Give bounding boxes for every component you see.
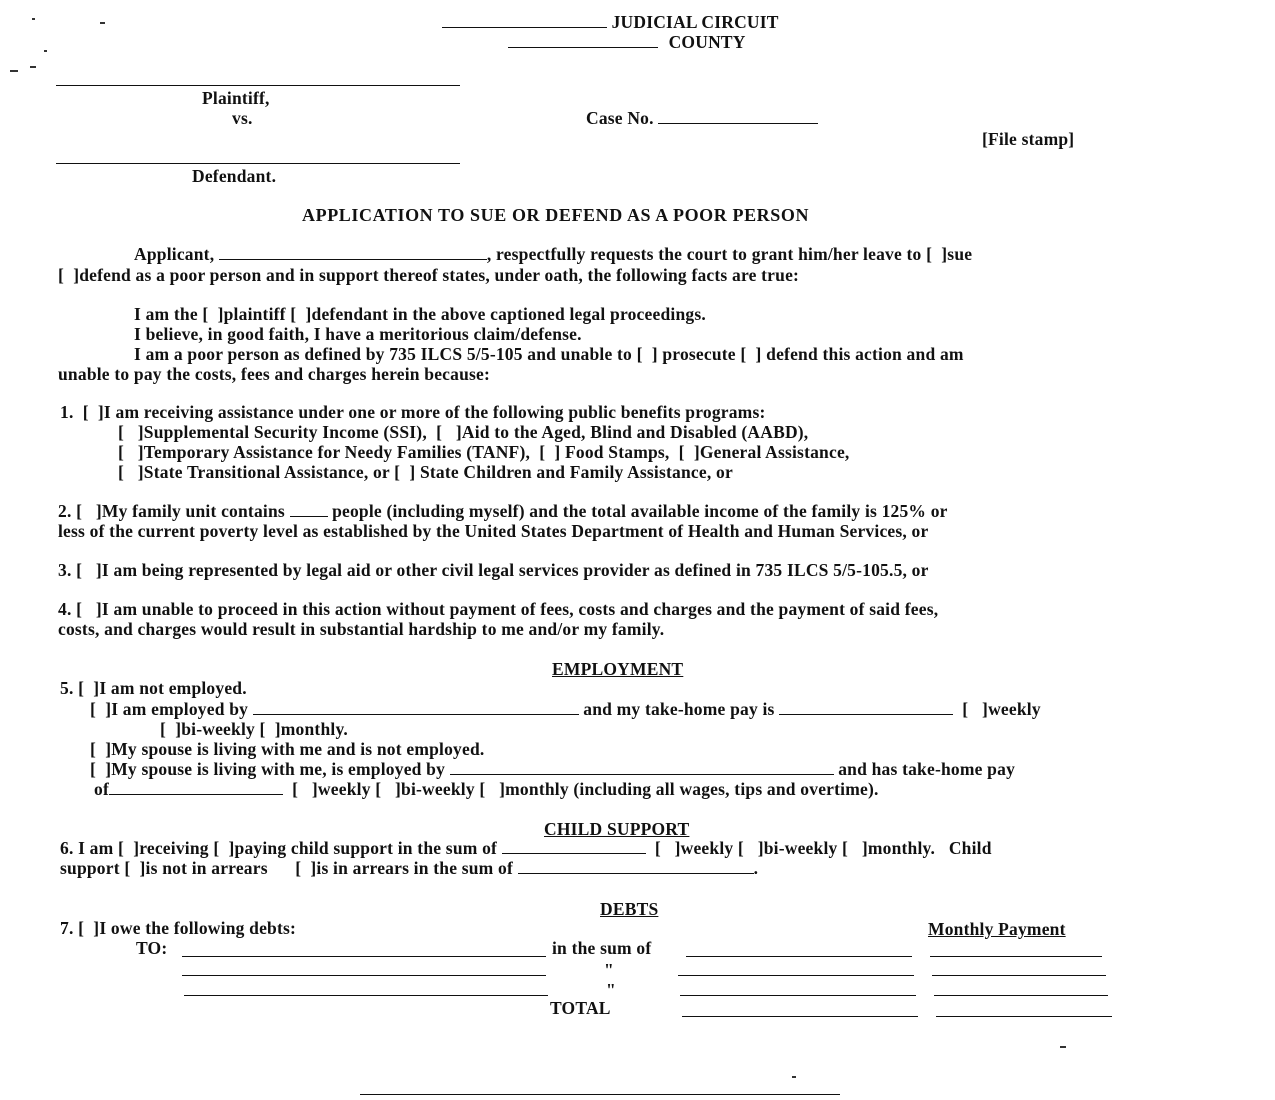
employer-blank[interactable]: [253, 700, 579, 715]
statement-party: I am the [ ]plaintiff [ ]defendant in the above captioned legal proceedings.: [134, 304, 706, 324]
circuit-label: JUDICIAL CIRCUIT: [611, 12, 779, 32]
paying-checkbox[interactable]: [: [213, 838, 220, 858]
defendant-blank[interactable]: [56, 163, 460, 164]
scan-speck: [10, 70, 18, 72]
file-stamp: [File stamp]: [982, 129, 1075, 149]
employed-checkbox[interactable]: [: [90, 699, 97, 719]
total-label: TOTAL: [550, 998, 611, 1018]
item-2-line-2: less of the current poverty level as established by the United States Department of Health and Human Services, or: [58, 521, 929, 541]
intro-request-text: , respectfully requests the court to grant him/her leave to: [486, 244, 922, 264]
tanf-checkbox[interactable]: [: [118, 442, 125, 462]
judicial-circuit-line: [442, 12, 779, 33]
defend-action-checkbox[interactable]: [: [740, 344, 747, 364]
total-monthly-blank[interactable]: [936, 1016, 1112, 1017]
statement-unable-to-pay: unable to pay the costs, fees and charges herein because:: [58, 364, 491, 384]
weekly-checkbox[interactable]: [: [962, 699, 969, 719]
employment-heading: EMPLOYMENT: [552, 659, 684, 679]
monthly-checkbox[interactable]: [: [259, 719, 266, 739]
sue-checkbox[interactable]: [: [926, 244, 933, 264]
item-1-line-3: [ ]Temporary Assistance for Needy Families (TANF), [ ] Food Stamps, [ ]General Assistance,: [118, 442, 850, 462]
scfa-checkbox[interactable]: [: [394, 462, 401, 482]
sta-checkbox[interactable]: [: [118, 462, 125, 482]
public-benefits-checkbox[interactable]: [: [82, 402, 89, 422]
debts-to-label: TO:: [136, 938, 168, 958]
case-no-label: Case No.: [586, 108, 654, 128]
item-6: 6. I am [ ]receiving [ ]paying child support in the sum of [ ]weekly [ ]bi-weekly [ ]monthly. Child: [60, 838, 992, 858]
food-stamps-checkbox[interactable]: [: [539, 442, 546, 462]
debts-heading: DEBTS: [600, 899, 659, 919]
applicant-name-blank[interactable]: [219, 245, 487, 260]
defendant-label: Defendant.: [192, 166, 277, 186]
scan-speck: [30, 66, 36, 68]
not-in-arrears-checkbox[interactable]: [: [124, 858, 131, 878]
sue-label: ]sue: [941, 244, 973, 264]
item-1-line-4: [ ]State Transitional Assistance, or [ ] State Children and Family Assistance, or: [118, 462, 733, 482]
item-6-line-2: support [ ]is not in arrears [ ]is in arrears in the sum of .: [60, 858, 759, 878]
cs-monthly-checkbox[interactable]: [: [842, 838, 849, 858]
child-support-amount-blank[interactable]: [502, 839, 646, 854]
county-label: COUNTY: [668, 32, 746, 52]
cs-biweekly-checkbox[interactable]: [: [737, 838, 744, 858]
creditor-blank-3[interactable]: [184, 995, 548, 996]
general-assistance-checkbox[interactable]: [: [678, 442, 685, 462]
vs-label: vs.: [232, 108, 253, 128]
defend-checkbox[interactable]: [: [58, 265, 65, 285]
arrears-amount-blank[interactable]: [518, 859, 754, 874]
monthly-payment-blank-1[interactable]: [930, 956, 1102, 957]
case-no-blank[interactable]: [658, 109, 818, 124]
statement-good-faith: I believe, in good faith, I have a meritorious claim/defense.: [134, 324, 582, 344]
spouse-weekly-checkbox[interactable]: [: [292, 779, 299, 799]
creditor-blank-2[interactable]: [182, 975, 546, 976]
in-sum-label: in the sum of: [552, 938, 652, 958]
family-size-blank[interactable]: [290, 502, 328, 517]
statement-poor-person: I am a poor person as defined by 735 ILCS 5/5-105 and unable to [ ] prosecute [ ] defend this action and am: [134, 344, 964, 364]
in-arrears-checkbox[interactable]: [: [295, 858, 302, 878]
spouse-monthly-checkbox[interactable]: [: [479, 779, 486, 799]
ditto-mark-1: ": [604, 960, 614, 980]
monthly-payment-blank-3[interactable]: [934, 995, 1108, 996]
scan-speck: [1060, 1046, 1066, 1048]
ditto-mark-2: ": [606, 980, 616, 1000]
take-home-pay-blank[interactable]: [779, 700, 953, 715]
scan-speck: [44, 50, 47, 52]
spouse-biweekly-checkbox[interactable]: [: [375, 779, 382, 799]
not-employed-checkbox[interactable]: [: [78, 678, 85, 698]
legal-aid-checkbox[interactable]: [: [76, 560, 83, 580]
case-no-line: [586, 108, 818, 129]
plaintiff-checkbox[interactable]: [: [202, 304, 209, 324]
pay-period-line: [ ]bi-weekly [ ]monthly.: [160, 719, 349, 739]
debt-sum-blank-3[interactable]: [680, 995, 916, 996]
spouse-employed-checkbox[interactable]: [: [90, 759, 97, 779]
family-income-checkbox[interactable]: [: [76, 501, 83, 521]
ssi-checkbox[interactable]: [: [118, 422, 125, 442]
hardship-checkbox[interactable]: [: [76, 599, 83, 619]
page-bottom-rule: [360, 1094, 840, 1095]
debt-sum-blank-2[interactable]: [678, 975, 914, 976]
debt-sum-blank-1[interactable]: [686, 956, 912, 957]
scan-speck: [32, 18, 35, 20]
spouse-not-employed-checkbox[interactable]: [: [90, 739, 97, 759]
plaintiff-label: Plaintiff,: [202, 88, 270, 108]
child-support-heading: CHILD SUPPORT: [544, 819, 690, 839]
item-7: 7. [ ]I owe the following debts:: [60, 918, 297, 938]
defendant-checkbox[interactable]: [: [290, 304, 297, 324]
item-2: 2. [ ]My family unit contains people (including myself) and the total available income of the family is 125% or: [58, 501, 948, 521]
item-5: 5. [ ]I am not employed.: [60, 678, 247, 698]
intro-line-2: [58, 265, 799, 286]
item-3: 3. [ ]I am being represented by legal aid or other civil legal services provider as defined in 735 ILCS 5/5-105.5, or: [58, 560, 929, 580]
prosecute-checkbox[interactable]: [: [636, 344, 643, 364]
applicant-label: Applicant,: [134, 244, 215, 264]
item-1-line-2: [ ]Supplemental Security Income (SSI), [ ]Aid to the Aged, Blind and Disabled (AABD),: [118, 422, 809, 442]
scan-speck: [100, 22, 105, 24]
county-line: [508, 32, 746, 53]
spouse-not-employed-line: [ ]My spouse is living with me and is not employed.: [90, 739, 485, 759]
page-title: APPLICATION TO SUE OR DEFEND AS A POOR PERSON: [302, 205, 810, 225]
cs-weekly-checkbox[interactable]: [: [654, 838, 661, 858]
circuit-blank[interactable]: [442, 13, 607, 28]
employed-by-line: [ ]I am employed by and my take-home pay is [ ]weekly: [90, 699, 1041, 719]
receiving-checkbox[interactable]: [: [118, 838, 125, 858]
defend-label: ]defend as a poor person and in support thereof states, under oath, the following facts are true:: [73, 265, 800, 285]
total-sum-blank[interactable]: [682, 1016, 918, 1017]
scan-speck: [792, 1076, 796, 1078]
creditor-blank-1[interactable]: [182, 956, 546, 957]
owe-debts-checkbox[interactable]: [: [78, 918, 85, 938]
spouse-pay-blank[interactable]: [109, 780, 283, 795]
aabd-checkbox[interactable]: [: [436, 422, 443, 442]
item-4: 4. [ ]I am unable to proceed in this action without payment of fees, costs and charges and the payment of said fees,: [58, 599, 939, 619]
plaintiff-blank[interactable]: [56, 85, 460, 86]
item-4-line-2: costs, and charges would result in substantial hardship to me and/or my family.: [58, 619, 665, 639]
item-1: 1. [ ]I am receiving assistance under one or more of the following public benefits programs:: [60, 402, 766, 422]
monthly-payment-blank-2[interactable]: [932, 975, 1106, 976]
spouse-employer-blank[interactable]: [450, 760, 834, 775]
spouse-employed-line: [ ]My spouse is living with me, is employed by and has take-home pay: [90, 759, 1016, 779]
spouse-pay-line: of [ ]weekly [ ]bi-weekly [ ]monthly (including all wages, tips and overtime).: [94, 779, 879, 799]
intro-line-1: [134, 244, 972, 265]
county-blank[interactable]: [508, 33, 658, 48]
biweekly-checkbox[interactable]: [: [160, 719, 167, 739]
monthly-payment-heading: Monthly Payment: [928, 919, 1066, 939]
